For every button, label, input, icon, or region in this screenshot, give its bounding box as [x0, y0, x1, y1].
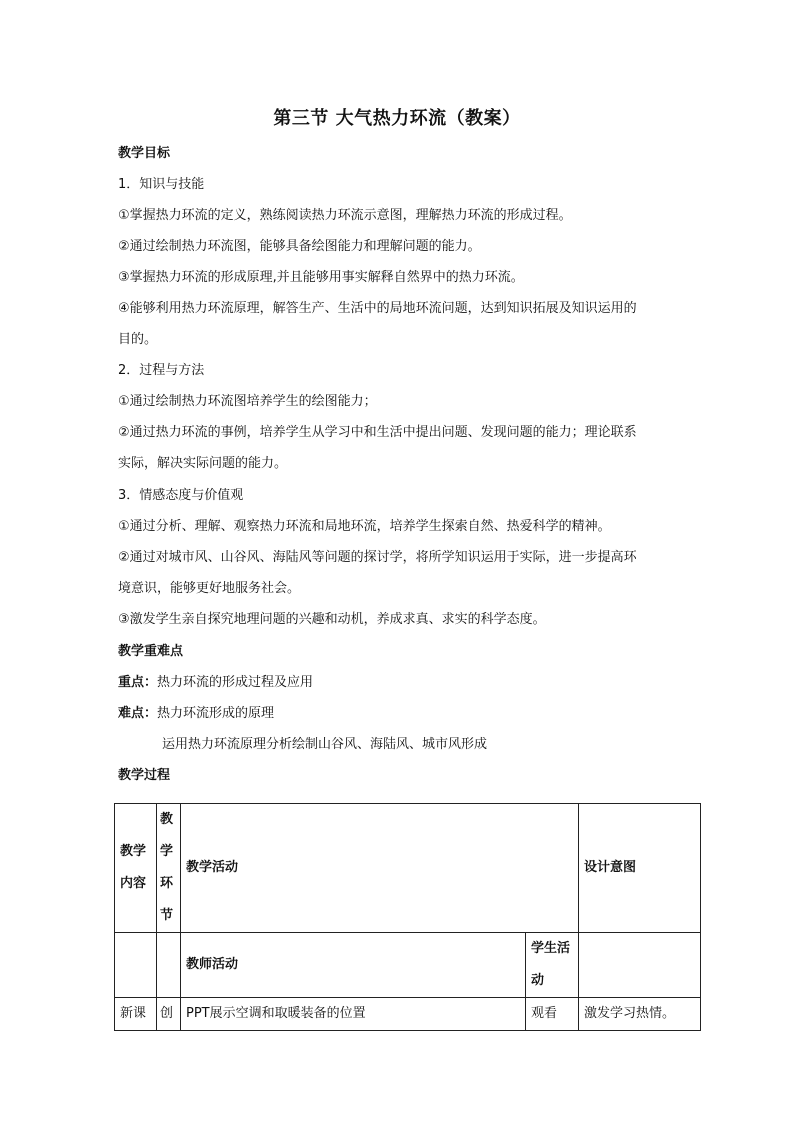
- knowledge-item-2: ②通过绘制热力环流图，能够具备绘图能力和理解问题的能力。: [118, 239, 481, 254]
- subheader-student-cell: [526, 933, 579, 998]
- subheader-student-line2: 动: [531, 973, 545, 988]
- knowledge-heading: 1．知识与技能: [118, 177, 205, 192]
- table-row: [115, 998, 701, 1031]
- subheader-empty-3: [579, 933, 701, 998]
- subheader-student-line1: 学生活: [531, 941, 571, 956]
- difficult-label: 难点：: [118, 706, 158, 721]
- row1-stage: 创: [157, 998, 181, 1031]
- subheader-empty-1: [115, 933, 157, 998]
- header-stage-cell: [157, 804, 181, 933]
- attitude-item-2: ②通过对城市风、山谷风、海陆风等问题的探讨学，将所学知识运用于实际，进一步提高环: [118, 550, 637, 565]
- header-stage-char2: 学: [160, 844, 174, 859]
- table-header-row: [115, 804, 701, 933]
- attitude-heading: 3．情感态度与价值观: [118, 488, 244, 503]
- row1-teacher: PPT展示空调和取暖装备的位置: [181, 998, 526, 1031]
- header-activity-cell: 教学活动: [181, 804, 579, 933]
- header-stage-char1: 教: [160, 812, 174, 827]
- row1-content: 新课: [115, 998, 157, 1031]
- header-stage-char4: 节: [160, 908, 174, 923]
- knowledge-item-3: ③掌握热力环流的形成原理,并且能够用事实解释自然界中的热力环流。: [118, 270, 524, 285]
- process-item-2-cont: 实际，解决实际问题的能力。: [118, 456, 288, 471]
- difficult-text: 热力环流形成的原理: [157, 706, 275, 721]
- knowledge-item-4-cont: 目的。: [118, 332, 158, 347]
- attitude-item-3: ③激发学生亲自探究地理问题的兴趣和动机，养成求真、求实的科学态度。: [118, 612, 546, 627]
- difficult-point-line: [118, 704, 274, 724]
- procedure-table: [114, 803, 701, 1031]
- process-item-2: ②通过热力环流的事例，培养学生从学习中和生活中提出问题、发现问题的能力；理论联系: [118, 425, 637, 440]
- procedure-heading: 教学过程: [118, 768, 171, 783]
- knowledge-item-4: ④能够利用热力环流原理，解答生产、生活中的局地环流问题，达到知识拓展及知识运用的: [118, 301, 637, 316]
- attitude-item-2-cont: 境意识，能够更好地服务社会。: [118, 581, 301, 596]
- subheader-empty-2: [157, 933, 181, 998]
- row1-student: 观看: [526, 998, 579, 1031]
- key-point-line: [118, 673, 313, 693]
- knowledge-item-1: ①掌握热力环流的定义，熟练阅读热力环流示意图，理解热力环流的形成过程。: [118, 208, 572, 223]
- row1-intent: 激发学习热情。: [579, 998, 701, 1031]
- document-title: 第三节 大气热力环流（教案）: [273, 108, 521, 129]
- key-text: 热力环流的形成过程及应用: [157, 675, 314, 690]
- table-subheader-row: [115, 933, 701, 998]
- header-intent-cell: 设计意图: [579, 804, 701, 933]
- difficult-extra: 运用热力环流原理分析绘制山谷风、海陆风、城市风形成: [162, 737, 488, 752]
- header-stage-char3: 环: [160, 876, 174, 891]
- objectives-heading: 教学目标: [118, 146, 171, 161]
- subheader-teacher-cell: 教师活动: [181, 933, 526, 998]
- key-label: 重点：: [118, 675, 158, 690]
- process-item-1: ①通过绘制热力环流图培养学生的绘图能力；: [118, 394, 377, 409]
- keypoints-heading: 教学重难点: [118, 644, 184, 659]
- header-content-line2: 内容: [120, 876, 147, 891]
- header-content-line1: 教学: [120, 844, 147, 859]
- process-heading: 2．过程与方法: [118, 363, 205, 378]
- attitude-item-1: ①通过分析、理解、观察热力环流和局地环流，培养学生探索自然、热爱科学的精神。: [118, 519, 611, 534]
- header-content-cell: [115, 804, 157, 933]
